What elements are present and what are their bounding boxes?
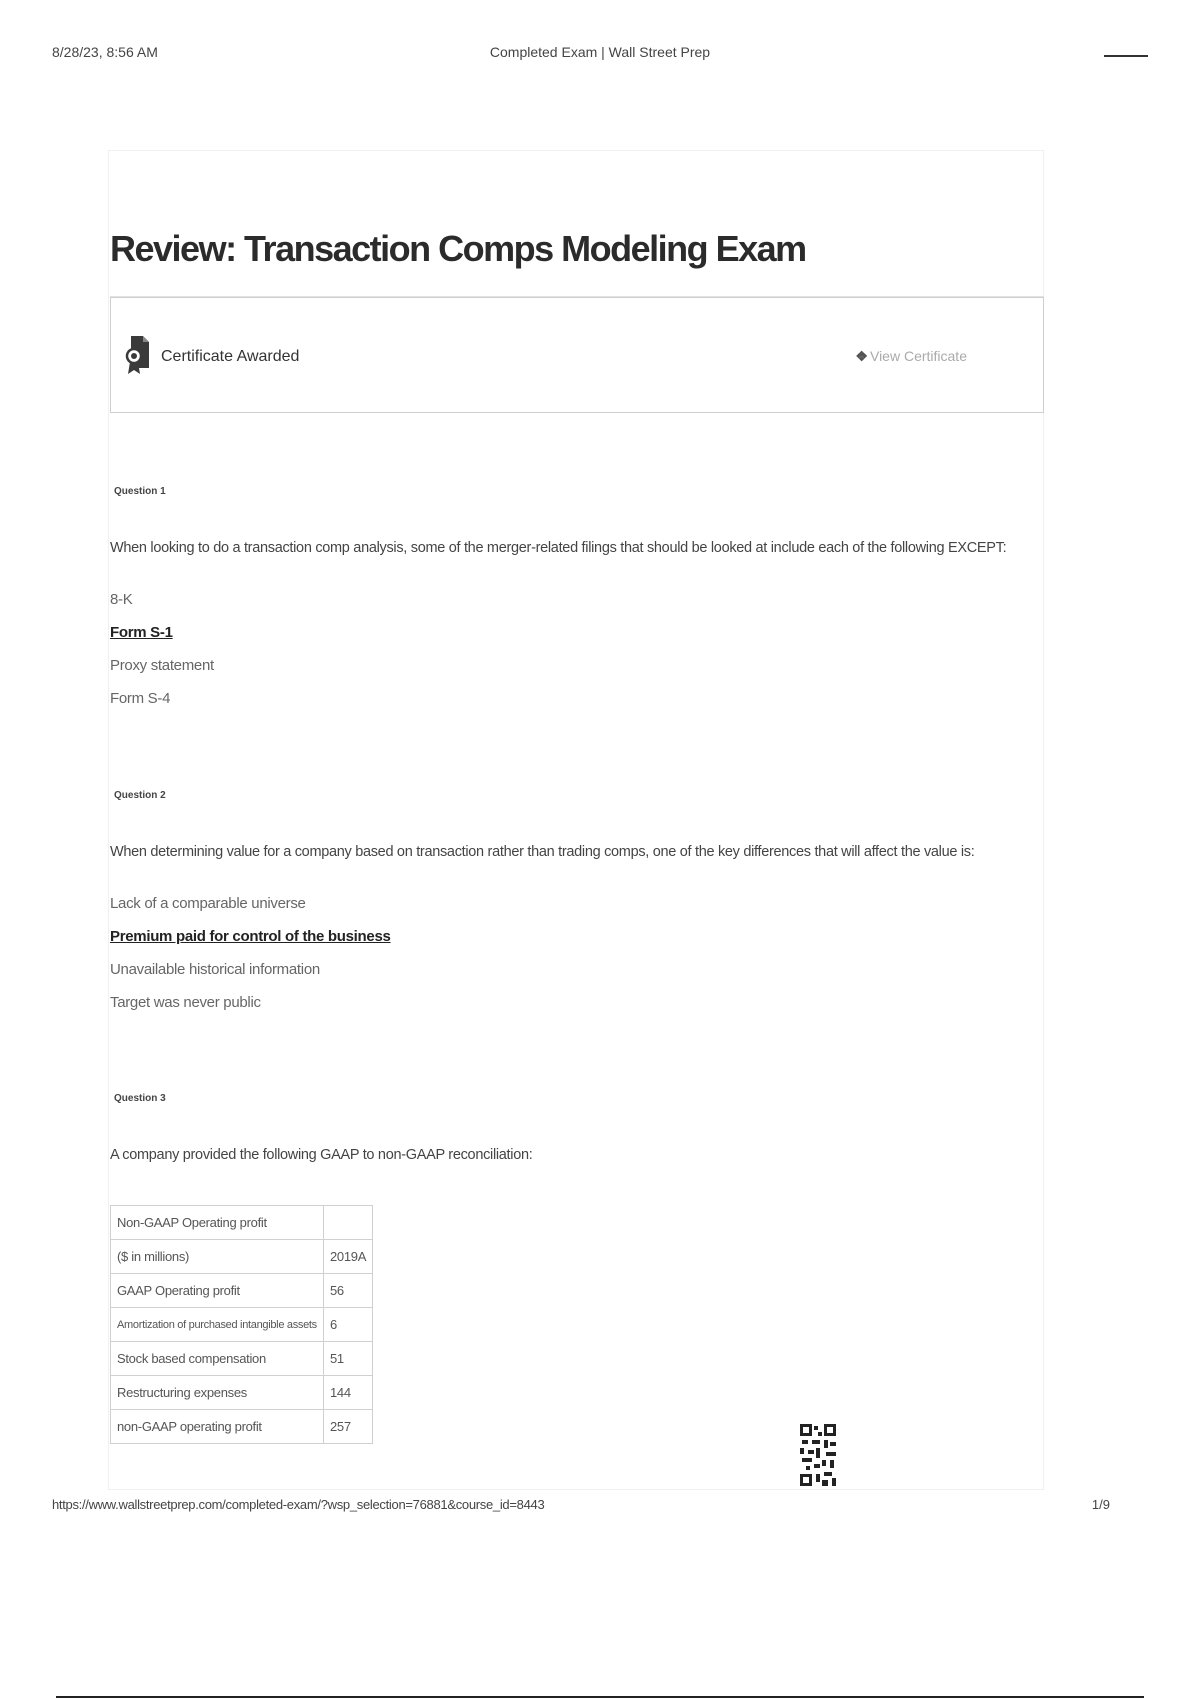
question-label: Question 3: [114, 1093, 166, 1104]
table-row: [111, 1376, 373, 1410]
table-row: [111, 1342, 373, 1376]
table-cell: non-GAAP operating profit: [111, 1410, 324, 1444]
table-row: [111, 1410, 373, 1444]
answer-list: [110, 894, 391, 1026]
answer-option: Form S-4: [110, 690, 171, 707]
table-row: [111, 1240, 373, 1274]
question-text: When determining value for a company based on transaction rather than trading comps, one of the key differences that will affect the value is:: [110, 844, 975, 860]
page-url: https://www.wallstreetprep.com/completed-exam/?wsp_selection=76881&course_id=8443: [52, 1497, 545, 1512]
print-date: 8/28/23, 8:56 AM: [52, 44, 158, 60]
table-cell: 2019A: [324, 1240, 373, 1274]
header-rule: [1104, 55, 1148, 57]
table-cell: Non-GAAP Operating profit: [111, 1206, 324, 1240]
question-label: Question 2: [114, 790, 166, 801]
table-row: [111, 1274, 373, 1308]
answer-option: 8-K: [110, 591, 133, 608]
table-cell: 257: [324, 1410, 373, 1444]
gaap-reconciliation-table: [110, 1205, 373, 1444]
print-header: [52, 44, 1148, 64]
table-cell: Stock based compensation: [111, 1342, 324, 1376]
view-certificate-link[interactable]: [855, 348, 967, 365]
certificate-small-icon: ❖: [855, 348, 868, 364]
table-cell: 144: [324, 1376, 373, 1410]
question-text: When looking to do a transaction comp analysis, some of the merger-related filings that should be looked at include each of the following EXCEPT:: [110, 540, 1007, 556]
answer-option: Target was never public: [110, 994, 261, 1011]
table-cell: 6: [324, 1308, 373, 1342]
certificate-icon: [125, 334, 151, 376]
bottom-divider: [56, 1696, 1144, 1698]
table-row: [111, 1206, 373, 1240]
table-cell: Restructuring expenses: [111, 1376, 324, 1410]
page-number: 1/9: [1091, 1497, 1110, 1512]
table-cell: 51: [324, 1342, 373, 1376]
answer-option-correct: Form S-1: [110, 624, 173, 641]
question-text: A company provided the following GAAP to non-GAAP reconciliation:: [110, 1147, 533, 1163]
table-cell: ($ in millions): [111, 1240, 324, 1274]
table-cell: 56: [324, 1274, 373, 1308]
print-footer: [52, 1497, 1148, 1517]
certificate-awarded-label: Certificate Awarded: [161, 348, 300, 365]
question-label: Question 1: [114, 486, 166, 497]
answer-option: Unavailable historical information: [110, 961, 320, 978]
table-cell: Amortization of purchased intangible assets: [111, 1308, 324, 1342]
answer-option-correct: Premium paid for control of the business: [110, 928, 391, 945]
table-cell: [324, 1206, 373, 1240]
page-title: Review: Transaction Comps Modeling Exam: [110, 228, 806, 269]
view-certificate-label: View Certificate: [869, 348, 967, 364]
qr-code-icon: [800, 1424, 836, 1486]
answer-option: Lack of a comparable universe: [110, 895, 306, 912]
answer-list: [110, 590, 214, 722]
table-row: [111, 1308, 373, 1342]
print-document-title: Completed Exam | Wall Street Prep: [489, 44, 711, 60]
table-cell: GAAP Operating profit: [111, 1274, 324, 1308]
answer-option: Proxy statement: [110, 657, 214, 674]
certificate-panel: [110, 297, 1044, 413]
